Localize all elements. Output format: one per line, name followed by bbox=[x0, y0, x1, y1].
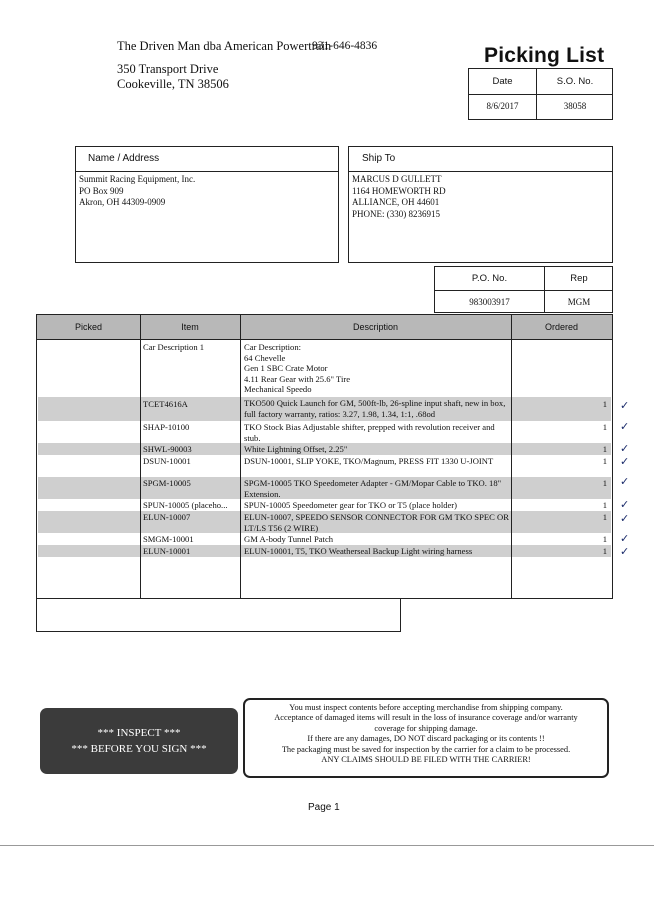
row-item: TCET4616A bbox=[143, 399, 188, 409]
date-value: 8/6/2017 bbox=[486, 101, 519, 111]
row-item: SHWL-90003 bbox=[143, 444, 192, 454]
row-qty: 1 bbox=[602, 478, 607, 488]
handwritten-check-icon: ✓ bbox=[620, 455, 630, 468]
rep-label: Rep bbox=[570, 273, 588, 284]
notice-line5: The packaging must be saved for inspection by the carrier for a claim to be processed. bbox=[281, 744, 571, 754]
inspect-line1: *** INSPECT *** bbox=[97, 727, 181, 739]
row-description: ELUN-10001, T5, TKO Weatherseal Backup Light wiring harness bbox=[244, 546, 473, 556]
table-row bbox=[38, 477, 611, 499]
row-item: ELUN-10001 bbox=[143, 546, 191, 556]
shipping-notice bbox=[243, 698, 609, 778]
ship-to-box bbox=[348, 146, 613, 263]
ship-to-address: MARCUS D GULLETT 1164 HOMEWORTH RD ALLIANCE, OH 44601 PHONE: (330) 8236915 bbox=[352, 174, 446, 219]
row-description: GM A-body Tunnel Patch bbox=[244, 534, 334, 544]
row-qty: 1 bbox=[602, 500, 607, 510]
row-description: White Lightning Offset, 2.25" bbox=[244, 444, 348, 454]
row-qty: 1 bbox=[602, 456, 607, 466]
row-qty: 1 bbox=[602, 422, 607, 432]
ship-to-label: Ship To bbox=[349, 147, 612, 172]
notice-line1: You must inspect contents before accepting merchandise from shipping company. bbox=[289, 703, 563, 712]
row-qty: 1 bbox=[602, 512, 607, 522]
page-number: Page 1 bbox=[308, 802, 340, 813]
inspect-line2: *** BEFORE YOU SIGN *** bbox=[71, 743, 207, 755]
document-title: Picking List bbox=[484, 44, 605, 67]
row-qty: 1 bbox=[602, 444, 607, 454]
date-so-box bbox=[468, 68, 613, 120]
table-row bbox=[38, 511, 611, 533]
date-label: Date bbox=[492, 76, 513, 87]
po-label: P.O. No. bbox=[471, 273, 508, 284]
row-item: Car Description 1 bbox=[143, 342, 205, 352]
table-row bbox=[38, 545, 611, 557]
table-row bbox=[38, 499, 611, 511]
notice-line6: ANY CLAIMS SHOULD BE FILED WITH THE CARRIER! bbox=[321, 755, 531, 765]
handwritten-check-icon: ✓ bbox=[620, 545, 630, 558]
row-description: TKO Stock Bias Adjustable shifter, prepped with revolution receiver and stub. bbox=[244, 422, 495, 443]
row-description: Car Description: 64 Chevelle Gen 1 SBC Crate Motor 4.11 Rear Gear with 25.6" Tire Mechanical Speedo bbox=[244, 342, 351, 394]
so-label: S.O. No. bbox=[556, 76, 594, 87]
header-item: Item bbox=[181, 322, 199, 332]
company-address-line1: 350 Transport Drive bbox=[117, 62, 219, 76]
handwritten-check-icon: ✓ bbox=[620, 532, 630, 545]
inspect-banner bbox=[40, 708, 238, 774]
row-qty: 1 bbox=[602, 534, 607, 544]
row-item: SMGM-10001 bbox=[143, 534, 194, 544]
company-address-line2: Cookeville, TN 38506 bbox=[117, 77, 229, 91]
row-item: SPGM-10005 bbox=[143, 478, 191, 488]
header-picked: Picked bbox=[74, 322, 102, 332]
handwritten-check-icon: ✓ bbox=[620, 475, 630, 488]
table-header bbox=[37, 315, 612, 340]
row-description: SPUN-10005 Speedometer gear for TKO or T5 (place holder) bbox=[244, 500, 458, 510]
bill-to-box bbox=[75, 146, 339, 263]
po-rep-box bbox=[434, 266, 613, 313]
rep-value: MGM bbox=[567, 297, 591, 307]
bill-to-address: Summit Racing Equipment, Inc. PO Box 909 Akron, OH 44309-0909 bbox=[79, 174, 196, 207]
row-item: SHAP-10100 bbox=[143, 422, 190, 432]
handwritten-check-icon: ✓ bbox=[620, 420, 630, 433]
header-ordered: Ordered bbox=[544, 322, 579, 332]
row-qty: 1 bbox=[602, 546, 607, 556]
row-description: DSUN-10001, SLIP YOKE, TKO/Magnum, PRESS FIT 1330 U-JOINT bbox=[244, 456, 494, 466]
items-table bbox=[36, 314, 613, 599]
handwritten-check-icon: ✓ bbox=[620, 512, 630, 525]
po-number: 983003917 bbox=[469, 297, 510, 307]
row-description: ELUN-10007, SPEEDO SENSOR CONNECTOR FOR GM TKO SPEC OR LT/LS T56 (2 WIRE) bbox=[244, 512, 509, 533]
notes-box bbox=[36, 598, 401, 632]
table-row bbox=[38, 533, 611, 545]
notice-line2: Acceptance of damaged items will result in the loss of insurance coverage and/or warranty bbox=[274, 713, 578, 723]
table-row bbox=[38, 397, 611, 421]
handwritten-check-icon: ✓ bbox=[620, 498, 630, 511]
notice-line4: If there are any damages, DO NOT discard packaging or its contents !! bbox=[307, 734, 545, 744]
row-qty: 1 bbox=[602, 399, 607, 409]
header-description: Description bbox=[352, 322, 399, 332]
row-description: TKO500 Quick Launch for GM, 500ft-lb, 26-spline input shaft, new in box, full factory warranty, ratios: 3.27, 1.98, 1.34, 1:1, .68od bbox=[244, 398, 506, 419]
row-description: SPGM-10005 TKO Speedometer Adapter - GM/Mopar Cable to TKO. 18" Extension. bbox=[244, 478, 502, 499]
so-number: 38058 bbox=[563, 101, 587, 111]
handwritten-check-icon: ✓ bbox=[620, 399, 630, 412]
row-item: SPUN-10005 (placeho... bbox=[143, 500, 228, 510]
handwritten-check-icon: ✓ bbox=[620, 442, 630, 455]
table-row bbox=[38, 421, 611, 443]
row-item: DSUN-10001 bbox=[143, 456, 191, 466]
notice-line3: coverage for shipping damage. bbox=[374, 723, 478, 733]
company-phone: 931-646-4836 bbox=[312, 40, 378, 52]
table-row bbox=[38, 443, 611, 455]
row-item: ELUN-10007 bbox=[143, 512, 191, 522]
table-row bbox=[38, 455, 611, 476]
table-row bbox=[38, 342, 611, 394]
scan-edge bbox=[0, 845, 654, 901]
company-name: The Driven Man dba American Powertrain bbox=[117, 39, 332, 53]
bill-to-label: Name / Address bbox=[76, 147, 338, 172]
